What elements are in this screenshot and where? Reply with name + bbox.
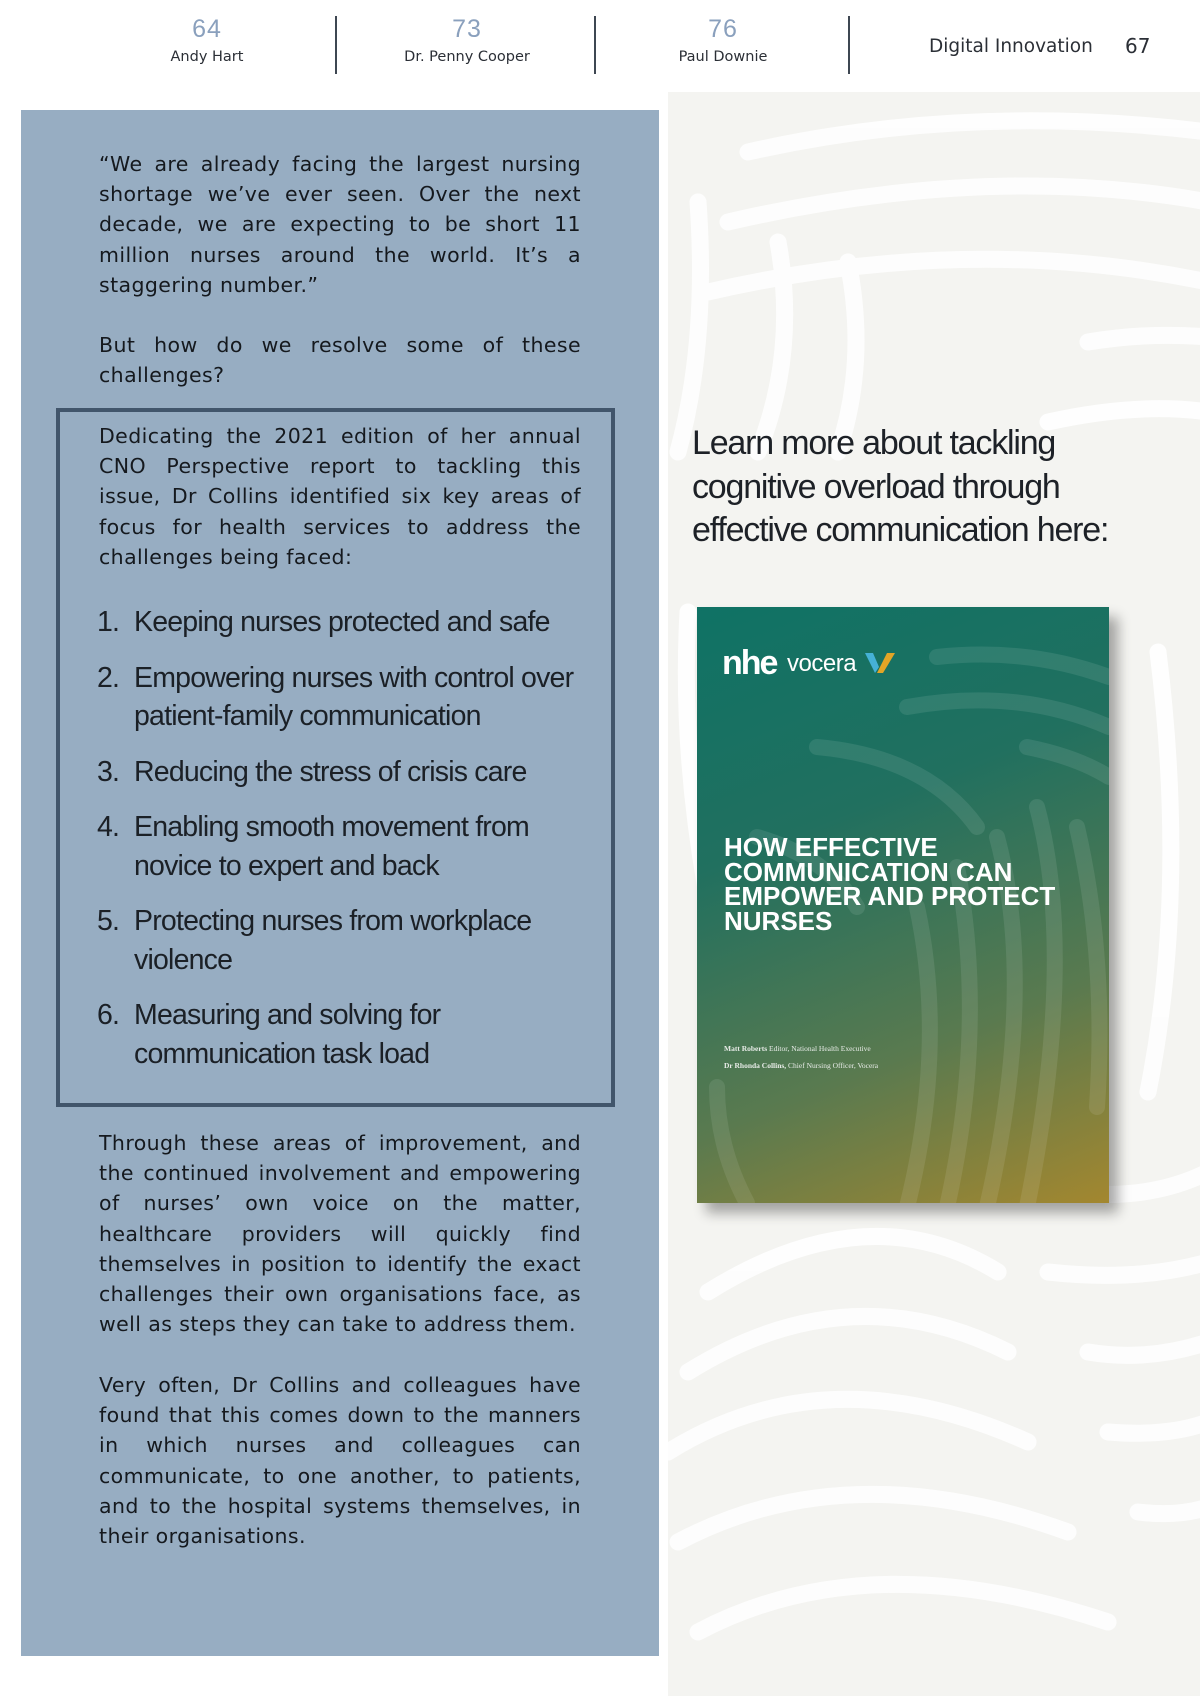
nav-page-number: 64	[192, 15, 222, 43]
article-paragraph: Very often, Dr Collins and colleagues have found that this comes down to the manners in which nurses and colleagues can communicate, to one another, to patients, and to the hospital systems themselves, in their organisations.	[99, 1373, 581, 1549]
list-number: 6.	[97, 999, 120, 1031]
report-title: HOW EFFECTIVE COMMUNICATION CAN EMPOWER AND PROTECT NURSES	[724, 832, 1056, 936]
focus-area-item	[97, 753, 597, 792]
focus-area-item	[97, 659, 597, 736]
list-text: Measuring and solving for communication task load	[134, 999, 441, 1070]
header-nav	[0, 0, 1200, 90]
section-title: Digital Innovation	[929, 36, 1093, 57]
list-text: Empowering nurses with control over patient-family communication	[134, 661, 574, 732]
credit-name: Matt Roberts	[724, 1044, 768, 1053]
cta-heading: Learn more about tackling cognitive overload through effective communication here:	[692, 424, 1109, 549]
credit-role: Chief Nursing Officer, Vocera	[786, 1061, 879, 1070]
nav-author-name: Andy Hart	[170, 49, 244, 65]
focus-areas-intro: Dedicating the 2021 edition of her annual CNO Perspective report to tackling this issue, Dr Collins identified six key areas of focus for health services to address the challenges being faced:	[99, 424, 581, 569]
focus-area-item	[97, 808, 597, 885]
nhe-logo: nhe	[722, 644, 777, 682]
list-number: 2.	[97, 661, 120, 694]
vocera-logo: vocera	[787, 650, 857, 677]
nav-divider	[335, 16, 337, 74]
vocera-mark-icon	[865, 652, 895, 674]
page-number: 67	[1125, 34, 1151, 58]
nav-link-penny-cooper[interactable]	[338, 14, 596, 68]
list-text: Enabling smooth movement from novice to expert and back	[134, 811, 529, 882]
focus-area-item	[97, 603, 597, 642]
list-text: Protecting nurses from workplace violence	[134, 905, 532, 976]
credit-name: Dr Rhonda Collins,	[724, 1061, 787, 1070]
nav-link-paul-downie[interactable]	[594, 14, 852, 68]
list-text: Reducing the stress of crisis care	[134, 755, 527, 788]
focus-area-item	[97, 902, 597, 979]
list-number: 4.	[97, 811, 120, 843]
report-credit	[724, 1044, 871, 1054]
nav-page-number: 73	[452, 15, 482, 43]
focus-areas-list	[97, 603, 597, 1090]
article-quote: “We are already facing the largest nursing shortage we’ve ever seen. Over the next decade, we are expecting to be short 11 million nurses around the world. It’s a staggering number.”	[99, 152, 581, 297]
list-number: 1.	[97, 606, 120, 638]
list-number: 5.	[97, 905, 120, 937]
nav-page-number: 76	[708, 15, 738, 43]
nav-link-andy-hart[interactable]	[78, 14, 336, 68]
article-paragraph: Through these areas of improvement, and the continued involvement and empowering of nurses’ own voice on the matter, healthcare providers will quickly find themselves in position to identify the exact challenges their own organisations face, as well as steps they can take to address them.	[99, 1131, 581, 1337]
article-question: But how do we resolve some of these challenges?	[99, 333, 581, 388]
nav-divider	[848, 16, 850, 74]
nav-author-name: Paul Downie	[678, 49, 768, 65]
report-credit	[724, 1061, 878, 1071]
credit-role: Editor, National Health Executive	[767, 1044, 871, 1053]
list-text: Keeping nurses protected and safe	[134, 606, 550, 638]
list-number: 3.	[97, 755, 120, 788]
report-cover-link[interactable]	[697, 607, 1109, 1203]
focus-area-item	[97, 996, 597, 1073]
nav-author-name: Dr. Penny Cooper	[404, 49, 530, 65]
